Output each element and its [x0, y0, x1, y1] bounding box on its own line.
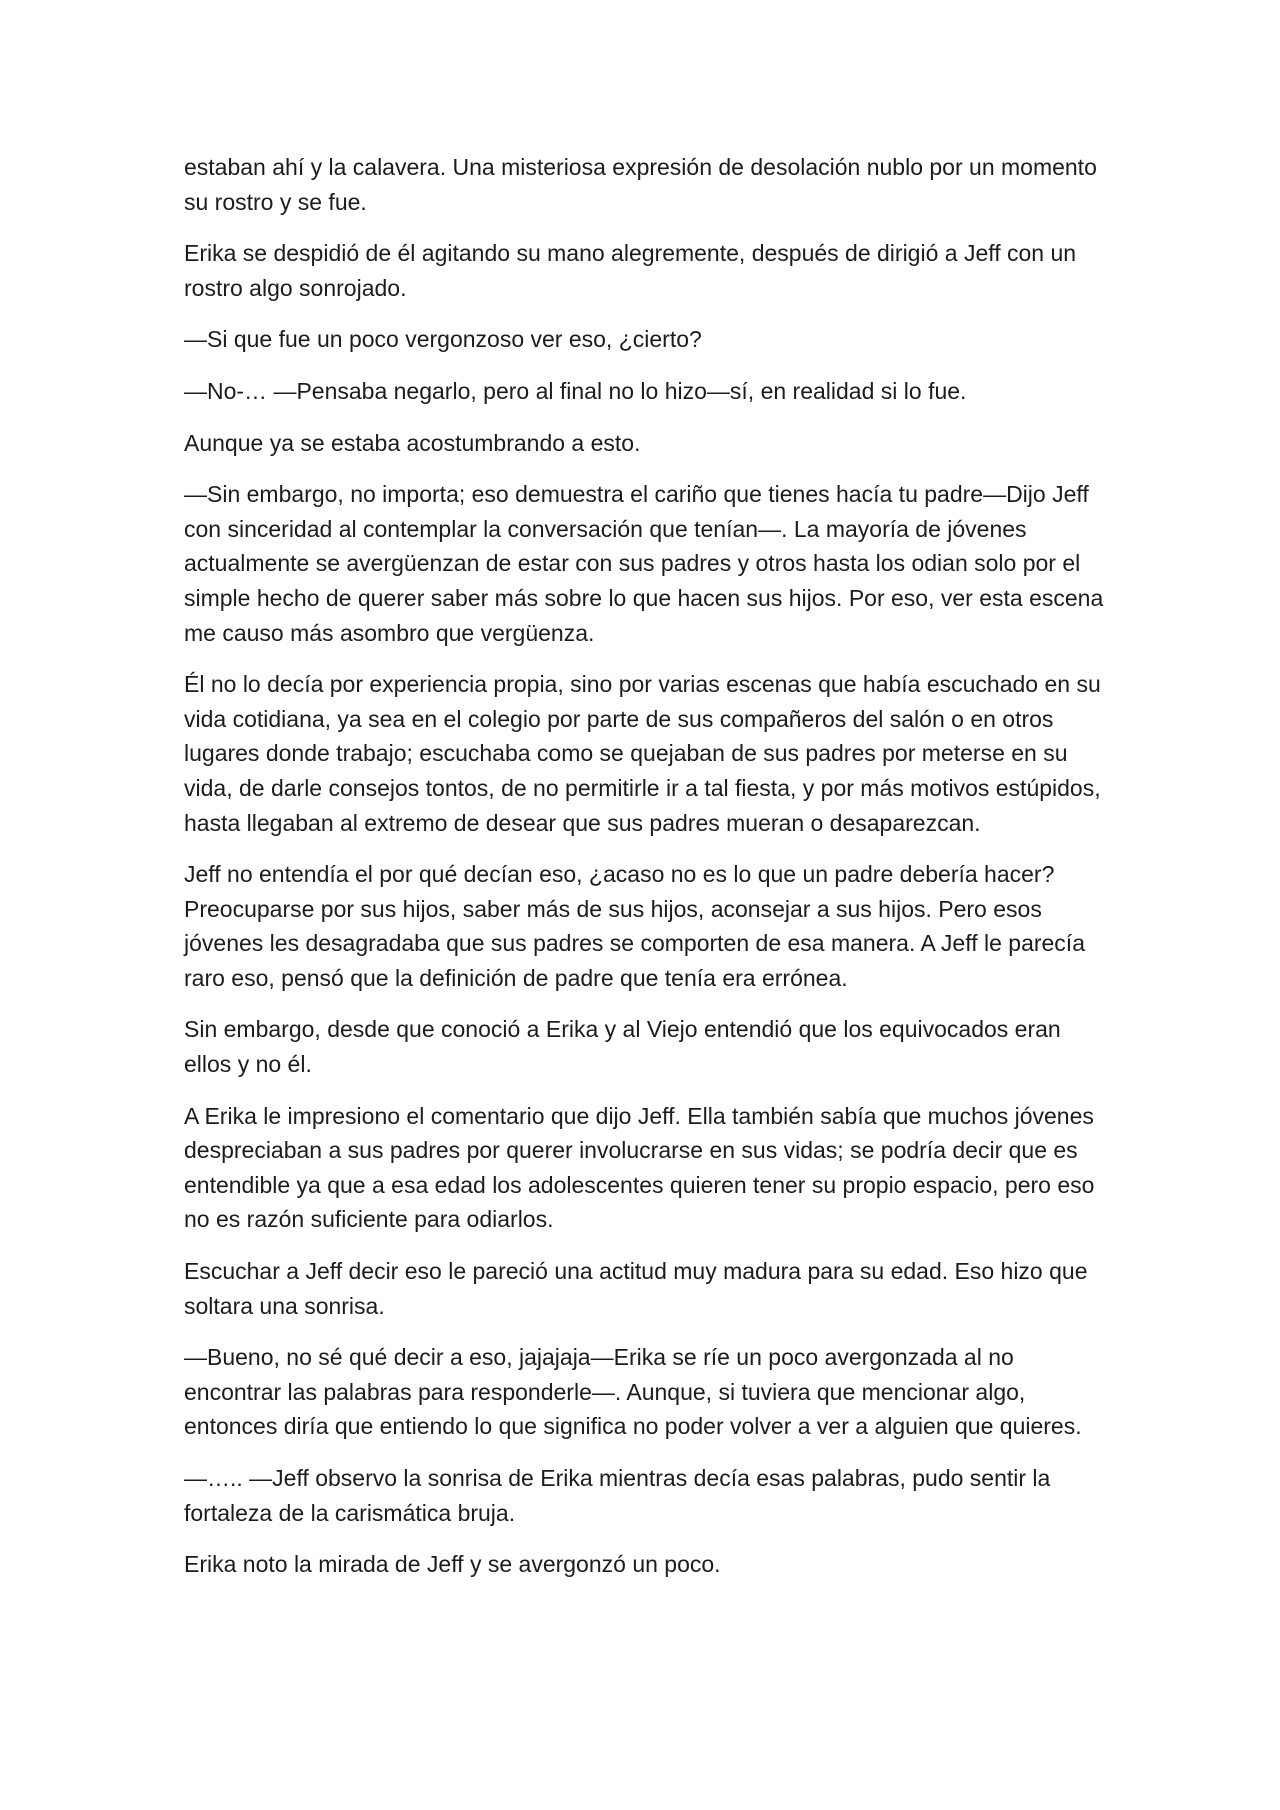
paragraph: Erika noto la mirada de Jeff y se avergonzó un poco. [184, 1551, 721, 1578]
body-text [184, 150, 1114, 1599]
paragraph: —….. —Jeff observo la sonrisa de Erika mientras decía esas palabras, pudo sentir la fortaleza de la carismática bruja. [184, 1465, 1051, 1526]
paragraph: —Sin embargo, no importa; eso demuestra el cariño que tienes hacía tu padre—Dijo Jeff con sinceridad al contemplar la conversación que tenían—. La mayoría de jóvenes actualmente se avergüenzan de estar con sus padres y otros hasta los odian solo por el simple hecho de querer saber más sobre lo que hacen sus hijos. Por eso, ver esta escena me causo más asombro que vergüenza. [184, 481, 1104, 646]
paragraph: —Bueno, no sé qué decir a eso, jajajaja—Erika se ríe un poco avergonzada al no encontrar las palabras para responderle—. Aunque, si tuviera que mencionar algo, entonces diría que entiendo lo que significa no poder volver a ver a alguien que quieres. [184, 1344, 1082, 1440]
paragraph: —No-… —Pensaba negarlo, pero al final no lo hizo—sí, en realidad si lo fue. [184, 377, 967, 404]
paragraph: Escuchar a Jeff decir eso le pareció una actitud muy madura para su edad. Eso hizo que soltara una sonrisa. [184, 1258, 1088, 1319]
paragraph: Sin embargo, desde que conoció a Erika y al Viejo entendió que los equivocados eran ellos y no él. [184, 1016, 1061, 1078]
paragraph: estaban ahí y la calavera. Una misteriosa expresión de desolación nublo por un momento su rostro y se fue. [184, 154, 1097, 215]
paragraph: Jeff no entendía el por qué decían eso, ¿acaso no es lo que un padre debería hacer? Preocuparse por sus hijos, saber más de sus hijos, aconsejar a sus hijos. Pero esos jóvenes les desagradaba que sus padres se comporten de esa manera. A Jeff le parecía raro eso, pensó que la definición de padre que tenía era errónea. [184, 861, 1085, 991]
paragraph: Él no lo decía por experiencia propia, sino por varias escenas que había escuchado en su vida cotidiana, ya sea en el colegio por parte de sus compañeros del salón o en otros lugares donde trabajo; escuchaba como se quejaban de sus padres por meterse en su vida, de darle consejos tontos, de no permitirle ir a tal fiesta, y por más motivos estúpidos, hasta llegaban al extremo de desear que sus padres mueran o desaparezcan. [184, 671, 1101, 836]
paragraph: Erika se despidió de él agitando su mano alegremente, después de dirigió a Jeff con un rostro algo sonrojado. [184, 240, 1077, 301]
paragraph: Aunque ya se estaba acostumbrando a esto. [184, 429, 641, 456]
paragraph: —Si que fue un poco vergonzoso ver eso, ¿cierto? [184, 326, 702, 353]
paragraph: A Erika le impresiono el comentario que dijo Jeff. Ella también sabía que muchos jóvenes despreciaban a sus padres por querer involucrarse en sus vidas; se podría decir que es entendible ya que a esa edad los adolescentes quieren tener su propio espacio, pero eso no es razón suficiente para odiarlos. [184, 1102, 1095, 1233]
